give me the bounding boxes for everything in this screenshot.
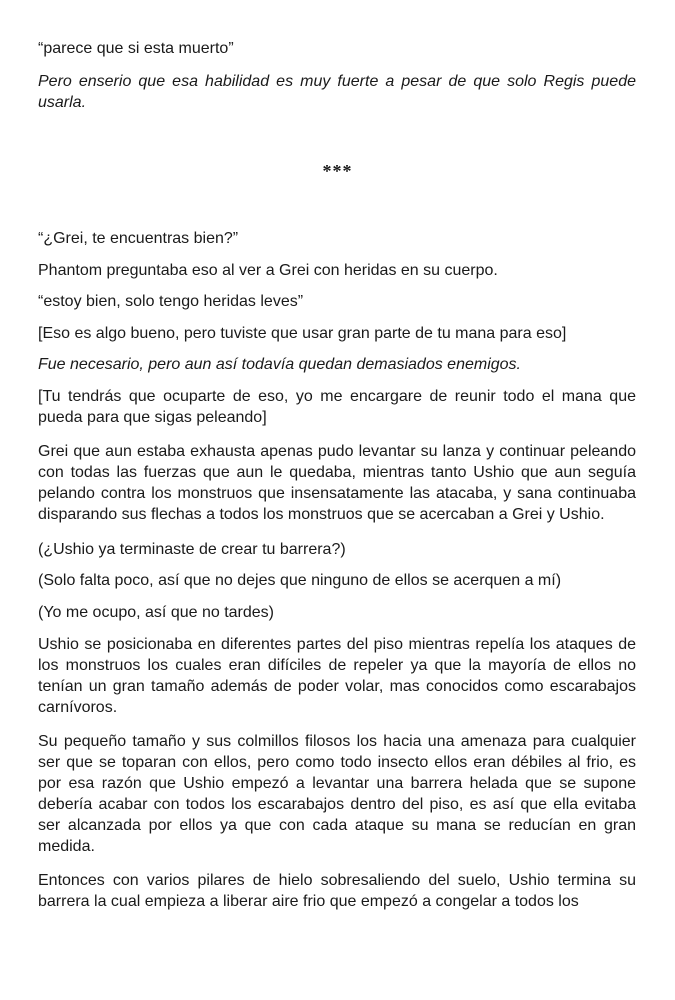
narration-paragraph: Ushio se posicionaba en diferentes partes del piso mientras repelía los ataques de los monstruos los cuales eran difíciles de repeler ya que la mayoría de ellos no tenían un gran tamaño además de poder volar, mas conocidos como escarabajos carnívoros. [38, 636, 636, 716]
dialogue-line: “¿Grei, te encuentras bien?” [38, 230, 239, 247]
dialogue-line: “estoy bien, solo tengo heridas leves” [38, 293, 304, 310]
scene-separator: *** [322, 161, 353, 181]
inner-thought-line: Fue necesario, pero aun así todavía quedan demasiados enemigos. [38, 356, 521, 373]
dialogue-line: “parece que si esta muerto” [38, 40, 234, 57]
narration-paragraph: Grei que aun estaba exhausta apenas pudo levantar su lanza y continuar peleando con todas las fuerzas que aun le quedaba, mientras tanto Ushio que aun seguía pelando contra los monstruos que insensatamente las atacaba, y sana continuaba disparando sus flechas a todos los monstruos que se acercaban a Grei y Ushio. [38, 443, 636, 523]
narration-paragraph: Su pequeño tamaño y sus colmillos filosos los hacia una amenaza para cualquier ser que se toparan con ellos, pero como todo insecto ellos eran débiles al frio, es por esa razón que Ushio empezó a levantar una barrera helada que se supone debería acabar con todos los escarabajos dentro del piso, es así que ella evitaba ser alcanzada por ellos ya que con cada ataque su mana se reducían en gran medida. [38, 733, 636, 855]
telepathic-line: (¿Ushio ya terminaste de crear tu barrera?) [38, 541, 346, 558]
narration-line: Phantom preguntaba eso al ver a Grei con heridas en su cuerpo. [38, 262, 498, 279]
telepathic-paragraph: [Tu tendrás que ocuparte de eso, yo me encargare de reunir todo el mana que pueda para que sigas peleando] [38, 388, 636, 426]
telepathic-line: (Yo me ocupo, así que no tardes) [38, 604, 274, 621]
telepathic-line: (Solo falta poco, así que no dejes que ninguno de ellos se acerquen a mí) [38, 572, 562, 589]
narration-paragraph: Entonces con varios pilares de hielo sobresaliendo del suelo, Ushio termina su barrera la cual empieza a liberar aire frio que empezó a congelar a todos los [38, 872, 636, 910]
inner-thought-paragraph: Pero enserio que esa habilidad es muy fuerte a pesar de que solo Regis puede usarla. [38, 73, 636, 111]
telepathic-line: [Eso es algo bueno, pero tuviste que usar gran parte de tu mana para eso] [38, 325, 567, 342]
